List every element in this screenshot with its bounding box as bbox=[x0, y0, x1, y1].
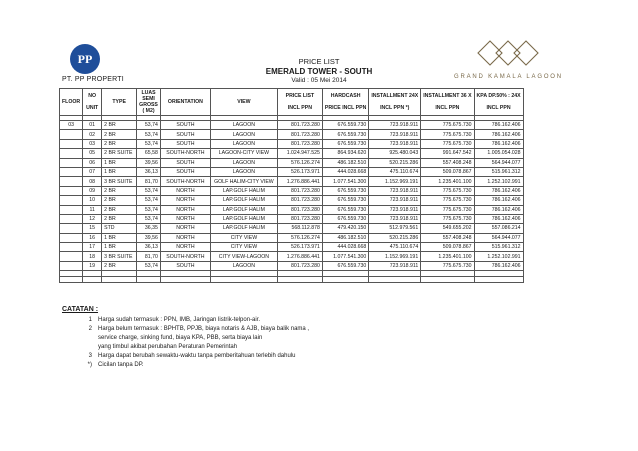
cell-view: LAGOON bbox=[210, 139, 277, 148]
cell-floor bbox=[60, 224, 83, 233]
col-no-unit: NO UNIT bbox=[83, 89, 102, 116]
cell-inst24: 925.480.043 bbox=[369, 149, 421, 158]
cell-unit: 09 bbox=[83, 186, 102, 195]
cell-view: LAGOON bbox=[210, 130, 277, 139]
table-row bbox=[60, 233, 524, 242]
cell-kpa: 786.162.406 bbox=[474, 205, 523, 214]
col-floor: FLOOR bbox=[60, 89, 83, 116]
table-row bbox=[60, 158, 524, 167]
cell-type: 2 BR bbox=[102, 214, 137, 223]
cell-inst24: 520.215.286 bbox=[369, 233, 421, 242]
cell-view: LAP.GOLF HALIM bbox=[210, 224, 277, 233]
note-text: Harga dapat berubah sewaktu-waktu tanpa pemberitahuan terlebih dahulu bbox=[98, 353, 296, 359]
cell-hardcash: 676.559.730 bbox=[322, 121, 368, 130]
cell-type: 3 BR SUITE bbox=[102, 177, 137, 186]
cell-inst36: 509.078.867 bbox=[421, 243, 474, 252]
cell-inst24: 512.979.561 bbox=[369, 224, 421, 233]
col-orientation: ORIENTATION bbox=[160, 89, 210, 116]
cell-price: 801.723.280 bbox=[277, 196, 322, 205]
cell-hardcash: 676.559.730 bbox=[322, 261, 368, 270]
cell-type: 1 BR bbox=[102, 158, 137, 167]
cell-inst24: 520.215.286 bbox=[369, 158, 421, 167]
grand-kamala-logo-icon bbox=[468, 36, 548, 70]
cell-view: LAP.GOLF HALIM bbox=[210, 214, 277, 223]
cell-orientation: NORTH bbox=[160, 205, 210, 214]
cell-inst24: 723.918.911 bbox=[369, 130, 421, 139]
cell-kpa: 786.162.406 bbox=[474, 121, 523, 130]
cell-luas: 36,35 bbox=[137, 224, 161, 233]
cell-price: 801.723.280 bbox=[277, 214, 322, 223]
cell-floor bbox=[60, 205, 83, 214]
cell-hardcash: 864.934.620 bbox=[322, 149, 368, 158]
cell-inst36: 549.655.202 bbox=[421, 224, 474, 233]
table-row bbox=[60, 121, 524, 130]
cell-luas: 39,56 bbox=[137, 233, 161, 242]
valid-date: Valid : 05 Mei 2014 bbox=[291, 77, 347, 84]
cell-inst36: 1.235.401.100 bbox=[421, 252, 474, 261]
cell-type: 2 BR bbox=[102, 130, 137, 139]
cell-inst36: 775.675.730 bbox=[421, 121, 474, 130]
table-row bbox=[60, 130, 524, 139]
cell-floor bbox=[60, 233, 83, 242]
cell-inst24: 723.918.911 bbox=[369, 186, 421, 195]
table-row bbox=[60, 177, 524, 186]
cell-view: LAGOON bbox=[210, 167, 277, 176]
cell-floor bbox=[60, 167, 83, 176]
cell-kpa: 786.162.406 bbox=[474, 261, 523, 270]
col-price-list: PRICE LIST INCL PPN bbox=[277, 89, 322, 116]
cell-floor: 03 bbox=[60, 121, 83, 130]
cell-floor bbox=[60, 243, 83, 252]
note-text: Cicilan tanpa DP. bbox=[98, 362, 144, 368]
cell-unit: 07 bbox=[83, 167, 102, 176]
cell-type: 2 BR SUITE bbox=[102, 149, 137, 158]
cell-hardcash: 1.077.541.300 bbox=[322, 252, 368, 261]
note-item bbox=[62, 344, 598, 352]
cell-inst24: 723.918.911 bbox=[369, 205, 421, 214]
cell-price: 801.723.280 bbox=[277, 186, 322, 195]
cell-view: LAGOON-CITY VIEW bbox=[210, 149, 277, 158]
cell-inst36: 775.675.730 bbox=[421, 196, 474, 205]
table-row bbox=[60, 149, 524, 158]
note-item bbox=[62, 353, 598, 361]
cell-orientation: SOUTH-NORTH bbox=[160, 177, 210, 186]
cell-type: 2 BR bbox=[102, 121, 137, 130]
cell-orientation: SOUTH bbox=[160, 261, 210, 270]
cell-view: CITY VIEW bbox=[210, 243, 277, 252]
cell-inst36: 775.675.730 bbox=[421, 205, 474, 214]
cell-luas: 53,74 bbox=[137, 121, 161, 130]
note-text: yang timbul akibat perubahan Peraturan Pemerintah bbox=[98, 344, 238, 350]
cell-price: 801.723.280 bbox=[277, 205, 322, 214]
cell-kpa: 786.162.406 bbox=[474, 130, 523, 139]
cell-inst24: 723.918.911 bbox=[369, 121, 421, 130]
cell-kpa: 1.252.102.991 bbox=[474, 252, 523, 261]
cell-unit: 16 bbox=[83, 233, 102, 242]
cell-type: 2 BR bbox=[102, 196, 137, 205]
cell-orientation: NORTH bbox=[160, 224, 210, 233]
cell-orientation: NORTH bbox=[160, 196, 210, 205]
price-table bbox=[59, 88, 524, 283]
cell-view: LAGOON bbox=[210, 261, 277, 270]
cell-kpa: 786.162.406 bbox=[474, 196, 523, 205]
note-item bbox=[62, 326, 598, 334]
blank-row bbox=[60, 277, 524, 283]
cell-kpa: 515.961.312 bbox=[474, 243, 523, 252]
cell-unit: 06 bbox=[83, 158, 102, 167]
cell-price: 576.126.274 bbox=[277, 158, 322, 167]
note-item bbox=[62, 335, 598, 343]
cell-luas: 36,13 bbox=[137, 243, 161, 252]
notes-section bbox=[62, 306, 598, 371]
cell-view: LAP.GOLF HALIM bbox=[210, 186, 277, 195]
cell-unit: 12 bbox=[83, 214, 102, 223]
cell-price: 568.112.878 bbox=[277, 224, 322, 233]
cell-unit: 01 bbox=[83, 121, 102, 130]
cell-price: 801.723.280 bbox=[277, 121, 322, 130]
cell-inst36: 557.408.248 bbox=[421, 158, 474, 167]
cell-type: 2 BR bbox=[102, 205, 137, 214]
cell-inst24: 475.110.674 bbox=[369, 243, 421, 252]
cell-inst36: 1.235.401.100 bbox=[421, 177, 474, 186]
cell-orientation: SOUTH bbox=[160, 158, 210, 167]
cell-luas: 53,74 bbox=[137, 186, 161, 195]
cell-luas: 53,74 bbox=[137, 214, 161, 223]
cell-price: 801.723.280 bbox=[277, 139, 322, 148]
cell-floor bbox=[60, 149, 83, 158]
col-inst24: INSTALLMENT 24X INCL PPN *) bbox=[369, 89, 421, 116]
table-row bbox=[60, 243, 524, 252]
cell-kpa: 1.252.102.991 bbox=[474, 177, 523, 186]
cell-floor bbox=[60, 139, 83, 148]
cell-type: 2 BR bbox=[102, 139, 137, 148]
note-text: Harga belum termasuk : BPHTB, PPJB, biaya notaris & AJB, biaya balik nama , bbox=[98, 326, 310, 332]
notes-title: CATATAN : bbox=[62, 306, 99, 313]
cell-inst24: 475.110.674 bbox=[369, 167, 421, 176]
cell-inst36: 991.647.542 bbox=[421, 149, 474, 158]
cell-view: CITY VIEW-LAGOON bbox=[210, 252, 277, 261]
cell-floor bbox=[60, 252, 83, 261]
pp-logo: PP bbox=[70, 44, 100, 74]
cell-hardcash: 479.420.150 bbox=[322, 224, 368, 233]
cell-luas: 53,74 bbox=[137, 261, 161, 270]
note-number: 2 bbox=[88, 326, 92, 332]
note-number: *) bbox=[87, 362, 92, 368]
table-row bbox=[60, 214, 524, 223]
cell-floor bbox=[60, 196, 83, 205]
cell-price: 1.024.947.525 bbox=[277, 149, 322, 158]
tower-name: EMERALD TOWER - SOUTH bbox=[265, 67, 373, 76]
cell-orientation: NORTH bbox=[160, 186, 210, 195]
cell-view: LAP.GOLF HALIM bbox=[210, 205, 277, 214]
table-row bbox=[60, 205, 524, 214]
cell-type: 1 BR bbox=[102, 243, 137, 252]
cell-floor bbox=[60, 214, 83, 223]
cell-hardcash: 676.559.730 bbox=[322, 196, 368, 205]
table-row bbox=[60, 252, 524, 261]
cell-kpa: 557.086.214 bbox=[474, 224, 523, 233]
cell-view: LAGOON bbox=[210, 158, 277, 167]
cell-kpa: 786.162.406 bbox=[474, 186, 523, 195]
cell-luas: 36,13 bbox=[137, 167, 161, 176]
cell-floor bbox=[60, 186, 83, 195]
cell-hardcash: 486.182.510 bbox=[322, 158, 368, 167]
brand-name: GRAND KAMALA LAGOON bbox=[454, 74, 563, 80]
table-row bbox=[60, 196, 524, 205]
cell-luas: 81,70 bbox=[137, 252, 161, 261]
cell-hardcash: 444.028.668 bbox=[322, 243, 368, 252]
cell-luas: 53,74 bbox=[137, 139, 161, 148]
cell-orientation: SOUTH bbox=[160, 167, 210, 176]
col-view: VIEW bbox=[210, 89, 277, 116]
note-number: 3 bbox=[88, 353, 92, 359]
note-text: Harga sudah termasuk : PPN, IMB, Jaringan listrik-telpon-air. bbox=[98, 317, 261, 323]
cell-price: 801.723.280 bbox=[277, 261, 322, 270]
cell-inst24: 723.918.911 bbox=[369, 196, 421, 205]
cell-type: 2 BR bbox=[102, 261, 137, 270]
col-type: TYPE bbox=[102, 89, 137, 116]
table-row bbox=[60, 224, 524, 233]
cell-inst36: 775.675.730 bbox=[421, 139, 474, 148]
table-row bbox=[60, 139, 524, 148]
note-number: 1 bbox=[88, 317, 92, 323]
cell-inst24: 1.152.969.191 bbox=[369, 252, 421, 261]
cell-type: 2 BR bbox=[102, 186, 137, 195]
cell-price: 1.276.886.441 bbox=[277, 252, 322, 261]
doc-title: PRICE LIST bbox=[298, 57, 340, 66]
cell-luas: 81,70 bbox=[137, 177, 161, 186]
cell-hardcash: 444.028.668 bbox=[322, 167, 368, 176]
cell-price: 1.276.886.441 bbox=[277, 177, 322, 186]
cell-unit: 05 bbox=[83, 149, 102, 158]
cell-orientation: SOUTH-NORTH bbox=[160, 252, 210, 261]
note-number bbox=[62, 344, 98, 352]
table-row bbox=[60, 261, 524, 270]
cell-hardcash: 676.559.730 bbox=[322, 139, 368, 148]
table-row bbox=[60, 167, 524, 176]
cell-unit: 02 bbox=[83, 130, 102, 139]
col-luas: LUAS SEMI GROSS ( M2) bbox=[137, 89, 161, 116]
cell-hardcash: 676.559.730 bbox=[322, 205, 368, 214]
cell-view: LAGOON bbox=[210, 121, 277, 130]
cell-inst24: 723.918.911 bbox=[369, 139, 421, 148]
cell-inst24: 723.918.911 bbox=[369, 214, 421, 223]
cell-floor bbox=[60, 177, 83, 186]
cell-orientation: NORTH bbox=[160, 233, 210, 242]
cell-type: 1 BR bbox=[102, 233, 137, 242]
cell-hardcash: 1.077.541.300 bbox=[322, 177, 368, 186]
col-inst36: INSTALLMENT 36 X INCL PPN bbox=[421, 89, 474, 116]
cell-floor bbox=[60, 158, 83, 167]
cell-unit: 15 bbox=[83, 224, 102, 233]
note-text: service charge, sinking fund, biaya KPA, PBB, serta biaya lain bbox=[98, 335, 263, 341]
cell-inst36: 775.675.730 bbox=[421, 261, 474, 270]
cell-luas: 65,58 bbox=[137, 149, 161, 158]
cell-kpa: 564.944.077 bbox=[474, 158, 523, 167]
cell-unit: 18 bbox=[83, 252, 102, 261]
col-hardcash: HARDCASH PRICE INCL PPN bbox=[322, 89, 368, 116]
cell-type: 3 BR SUITE bbox=[102, 252, 137, 261]
cell-unit: 03 bbox=[83, 139, 102, 148]
cell-unit: 11 bbox=[83, 205, 102, 214]
cell-price: 526.173.971 bbox=[277, 243, 322, 252]
cell-price: 576.126.274 bbox=[277, 233, 322, 242]
cell-orientation: NORTH bbox=[160, 243, 210, 252]
note-item bbox=[62, 317, 598, 325]
cell-luas: 53,74 bbox=[137, 205, 161, 214]
cell-hardcash: 676.559.730 bbox=[322, 186, 368, 195]
note-item bbox=[62, 362, 598, 370]
cell-floor bbox=[60, 261, 83, 270]
cell-kpa: 786.162.406 bbox=[474, 214, 523, 223]
table-row bbox=[60, 186, 524, 195]
cell-unit: 10 bbox=[83, 196, 102, 205]
cell-hardcash: 676.559.730 bbox=[322, 214, 368, 223]
cell-inst36: 509.078.867 bbox=[421, 167, 474, 176]
cell-inst36: 775.675.730 bbox=[421, 214, 474, 223]
cell-luas: 39,56 bbox=[137, 158, 161, 167]
cell-view: CITY VIEW bbox=[210, 233, 277, 242]
cell-kpa: 1.005.054.028 bbox=[474, 149, 523, 158]
cell-hardcash: 486.182.510 bbox=[322, 233, 368, 242]
cell-orientation: SOUTH bbox=[160, 121, 210, 130]
cell-unit: 08 bbox=[83, 177, 102, 186]
cell-inst36: 775.675.730 bbox=[421, 130, 474, 139]
table-header-row bbox=[60, 89, 524, 116]
cell-orientation: NORTH bbox=[160, 214, 210, 223]
cell-kpa: 515.961.312 bbox=[474, 167, 523, 176]
cell-view: GOLF HALIM-CITY VIEW bbox=[210, 177, 277, 186]
cell-view: LAP.GOLF HALIM bbox=[210, 196, 277, 205]
cell-type: STD bbox=[102, 224, 137, 233]
cell-price: 801.723.280 bbox=[277, 130, 322, 139]
col-kpa: KPA DP.50% : 24X INCL PPN bbox=[474, 89, 523, 116]
cell-inst24: 1.152.969.191 bbox=[369, 177, 421, 186]
cell-orientation: SOUTH bbox=[160, 139, 210, 148]
cell-price: 526.173.971 bbox=[277, 167, 322, 176]
cell-type: 1 BR bbox=[102, 167, 137, 176]
cell-orientation: SOUTH-NORTH bbox=[160, 149, 210, 158]
cell-inst36: 775.675.730 bbox=[421, 186, 474, 195]
cell-hardcash: 676.559.730 bbox=[322, 130, 368, 139]
cell-orientation: SOUTH bbox=[160, 130, 210, 139]
cell-unit: 19 bbox=[83, 261, 102, 270]
cell-inst36: 557.408.248 bbox=[421, 233, 474, 242]
cell-unit: 17 bbox=[83, 243, 102, 252]
note-number bbox=[62, 335, 98, 343]
cell-kpa: 786.162.406 bbox=[474, 139, 523, 148]
cell-luas: 53,74 bbox=[137, 130, 161, 139]
cell-inst24: 723.918.911 bbox=[369, 261, 421, 270]
cell-luas: 53,74 bbox=[137, 196, 161, 205]
cell-kpa: 564.944.077 bbox=[474, 233, 523, 242]
cell-floor bbox=[60, 130, 83, 139]
company-name: PT. PP PROPERTI bbox=[62, 76, 124, 83]
